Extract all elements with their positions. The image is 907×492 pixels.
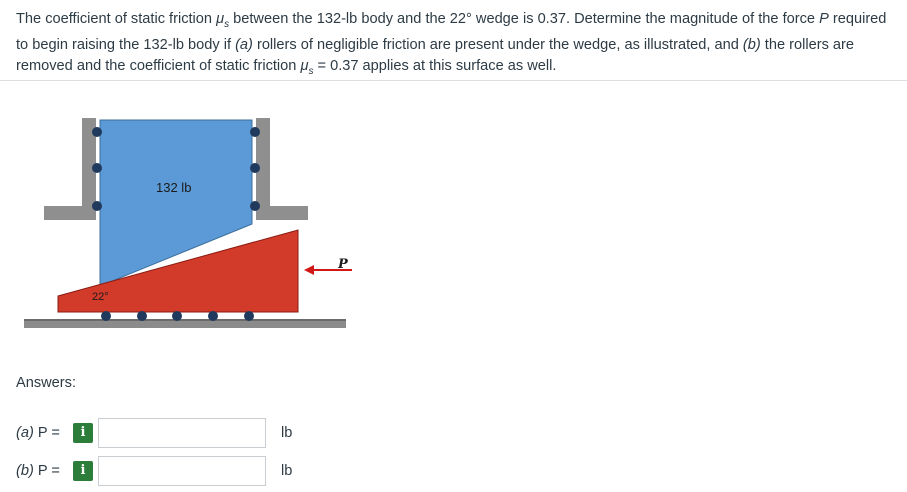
problem-text: required to begin raising the 132-lb body if [16, 11, 887, 53]
right-ledge [256, 206, 308, 220]
problem-text: The coefficient of static friction [16, 11, 217, 27]
answer-input-b[interactable] [98, 456, 266, 486]
force-arrow-head [304, 265, 314, 275]
unit-label: lb [281, 463, 293, 479]
problem-text: the rollers are removed and the coefficient of static friction [16, 36, 855, 74]
answers-heading: Answers: [16, 375, 77, 391]
left-ledge [44, 206, 96, 220]
mu-symbol: μ [300, 57, 309, 74]
ground-edge [24, 319, 346, 321]
part-b-marker: (b) [742, 36, 761, 53]
roller [92, 201, 102, 211]
roller [137, 311, 147, 321]
answer-label-b [16, 463, 60, 479]
roller [208, 311, 218, 321]
roller [250, 127, 260, 137]
info-icon[interactable]: i [73, 423, 93, 443]
roller [244, 311, 254, 321]
answer-input-a[interactable] [98, 418, 266, 448]
problem-text: = 0.37 applies at this surface as well. [313, 57, 557, 74]
problem-statement [16, 9, 901, 82]
wedge-diagram [20, 102, 365, 342]
roller [92, 163, 102, 173]
roller [101, 311, 111, 321]
problem-text: rollers of negligible friction are present under the wedge, as illustrated, and [252, 36, 743, 53]
info-icon[interactable]: i [73, 461, 93, 481]
unit-label: lb [281, 425, 293, 441]
part-a-marker: (a) [235, 36, 253, 53]
force-label: P [338, 257, 348, 272]
answer-variable: P = [33, 425, 60, 441]
roller [250, 163, 260, 173]
mu-subscript: s [308, 65, 314, 77]
problem-text: between the 132-lb body and the 22° wedge is 0.37. Determine the magnitude of the force [229, 11, 820, 27]
roller [92, 127, 102, 137]
roller [250, 201, 260, 211]
mu-subscript: s [224, 18, 230, 30]
answer-label-a [16, 425, 60, 441]
force-symbol: P [819, 11, 829, 27]
answer-variable: P = [33, 463, 60, 479]
part-marker: (a) [16, 425, 34, 441]
mu-symbol: μ [216, 11, 225, 27]
divider [0, 80, 907, 81]
part-marker: (b) [16, 463, 34, 479]
ground [24, 320, 346, 328]
wedge-figure [20, 102, 365, 342]
body-weight-label: 132 lb [156, 180, 192, 195]
wedge-angle-label: 22° [92, 291, 109, 303]
roller [172, 311, 182, 321]
